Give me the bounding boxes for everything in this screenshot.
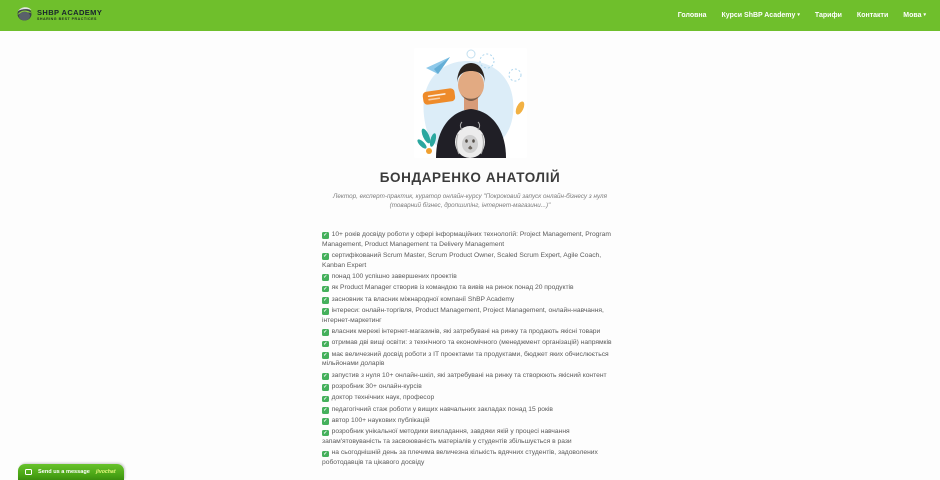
checkmark-icon: ✓	[323, 340, 328, 347]
list-item	[322, 283, 618, 293]
checkmark-icon: ✓	[323, 308, 328, 315]
checkmark-icon: ✓	[323, 418, 328, 425]
list-item	[322, 427, 618, 446]
list-item	[322, 230, 618, 249]
list-item	[322, 382, 618, 392]
list-item-text: розробник 30+ онлайн-курсів	[331, 382, 422, 390]
checkmark-icon: ✓	[323, 407, 328, 413]
lecturer-subtitle: Лектор, експерт-практик, куратор онлайн-курсу "Покроковий запуск онлайн-бізнесу з нуля (товарний бізнес, дропшипінг, інтернет-магазини...)"	[333, 193, 607, 210]
chevron-down-icon: ▾	[923, 12, 926, 18]
list-item-text: запустив з нуля 10+ онлайн-шкіл, які затребувані на ринку та створюють якісний контент	[331, 371, 607, 379]
list-item	[322, 306, 618, 325]
checkmark-icon: ✓	[323, 285, 328, 292]
list-item	[322, 448, 618, 467]
list-item	[322, 295, 618, 305]
nav-item-label: Тарифи	[814, 12, 842, 19]
page-title: БОНДАРЕНКО АНАТОЛІЙ	[379, 170, 561, 185]
nav-item-label: Мова	[903, 12, 922, 19]
photo-illustration	[414, 48, 527, 158]
logo-title: SHBP ACADEMY	[37, 8, 103, 18]
list-item-text: розробник унікальної методики викладання, завдяки якій у процесі навчання запам'ятовуваність та засвоюваність матеріалів у студентів збільшується в рази	[322, 428, 572, 445]
checkmark-icon: ✓	[323, 450, 328, 457]
nav-item-label: Курси ShBP Academy	[721, 12, 796, 19]
list-item-text: власник мережі інтернет-магазинів, які затребувані на ринку та продають якісні товари	[331, 327, 601, 335]
checkmark-icon: ✓	[323, 373, 328, 380]
list-item	[322, 338, 618, 348]
list-item	[322, 405, 618, 415]
nav-item[interactable]	[678, 12, 707, 19]
chat-widget-label: Send us a message	[38, 469, 90, 475]
logo-tagline: SHARING BEST PRACTICES	[37, 17, 97, 22]
nav-item-label: Головна	[677, 12, 707, 19]
checkmark-icon: ✓	[323, 232, 328, 239]
list-item-text: на сьогоднішній день за плечима величезна кількість вдячних студентів, задоволених роботодавців та цікавого досвіду	[322, 449, 598, 466]
lecturer-section	[0, 31, 940, 480]
jivochat-widget[interactable]	[18, 464, 124, 480]
jivochat-brand: jivochat	[95, 469, 116, 475]
logo[interactable]	[16, 5, 102, 27]
list-item-text: автор 100+ наукових публікацій	[331, 416, 430, 424]
nav-item[interactable]	[815, 12, 842, 19]
checkmark-icon: ✓	[323, 395, 328, 402]
list-item-text: доктор технічних наук, професор	[331, 394, 435, 402]
nav-item-label: Контакти	[856, 12, 889, 19]
list-item	[322, 327, 618, 337]
list-item-text: як Product Manager створив із командою та вивів на ринок понад 20 продуктів	[331, 284, 574, 292]
list-item-text: педагогічний стаж роботи у вищих навчальних закладах понад 15 років	[331, 405, 553, 413]
list-item-text: 10+ років досвіду роботи у сфері інформаційних технологій: Project Management, Program Management, Product Management та Delivery Management	[322, 230, 611, 248]
checkmark-icon: ✓	[323, 429, 328, 436]
list-item	[322, 416, 618, 426]
checkmark-icon: ✓	[323, 297, 328, 304]
checkmark-icon: ✓	[323, 274, 328, 281]
list-item	[322, 371, 618, 381]
list-item	[322, 251, 618, 270]
chevron-down-icon: ▾	[797, 12, 800, 18]
list-item	[322, 393, 618, 403]
checkmark-icon: ✓	[323, 253, 328, 260]
list-item	[322, 350, 618, 369]
list-item-text: має величезний досвід роботи з IT проектами та продуктами, бюджет яких обчислюється мільйонами доларів	[322, 350, 609, 368]
nav-item[interactable]	[903, 12, 926, 19]
chat-icon	[25, 469, 32, 475]
list-item	[322, 272, 618, 282]
list-item-text: інтереси: онлайн-торгівля, Product Management, Project Management, онлайн-навчання, інтернет-маркетинг	[322, 306, 604, 324]
list-item-text: отримав дві вищі освіти: з технічного та економічного (менеджмент організацій) напрямків	[331, 339, 612, 347]
nav-item[interactable]	[722, 12, 800, 19]
nav-item[interactable]	[857, 12, 888, 19]
list-item-text: сертифікований Scrum Master, Scrum Product Owner, Scaled Scrum Expert, Agile Coach, Kanban Expert	[322, 251, 602, 269]
profile-photo	[414, 48, 527, 158]
list-item-text: засновник та власник міжнародної компанії ShBP Academy	[331, 295, 515, 303]
checkmark-icon: ✓	[323, 329, 328, 336]
checkmark-icon: ✓	[323, 384, 328, 391]
checkmark-icon: ✓	[323, 352, 328, 359]
list-item-text: понад 100 успішно завершених проектів	[331, 272, 457, 280]
logo-globe-icon	[16, 5, 33, 27]
top-navbar	[0, 0, 940, 31]
achievements-list	[322, 230, 618, 468]
main-nav	[678, 12, 926, 19]
